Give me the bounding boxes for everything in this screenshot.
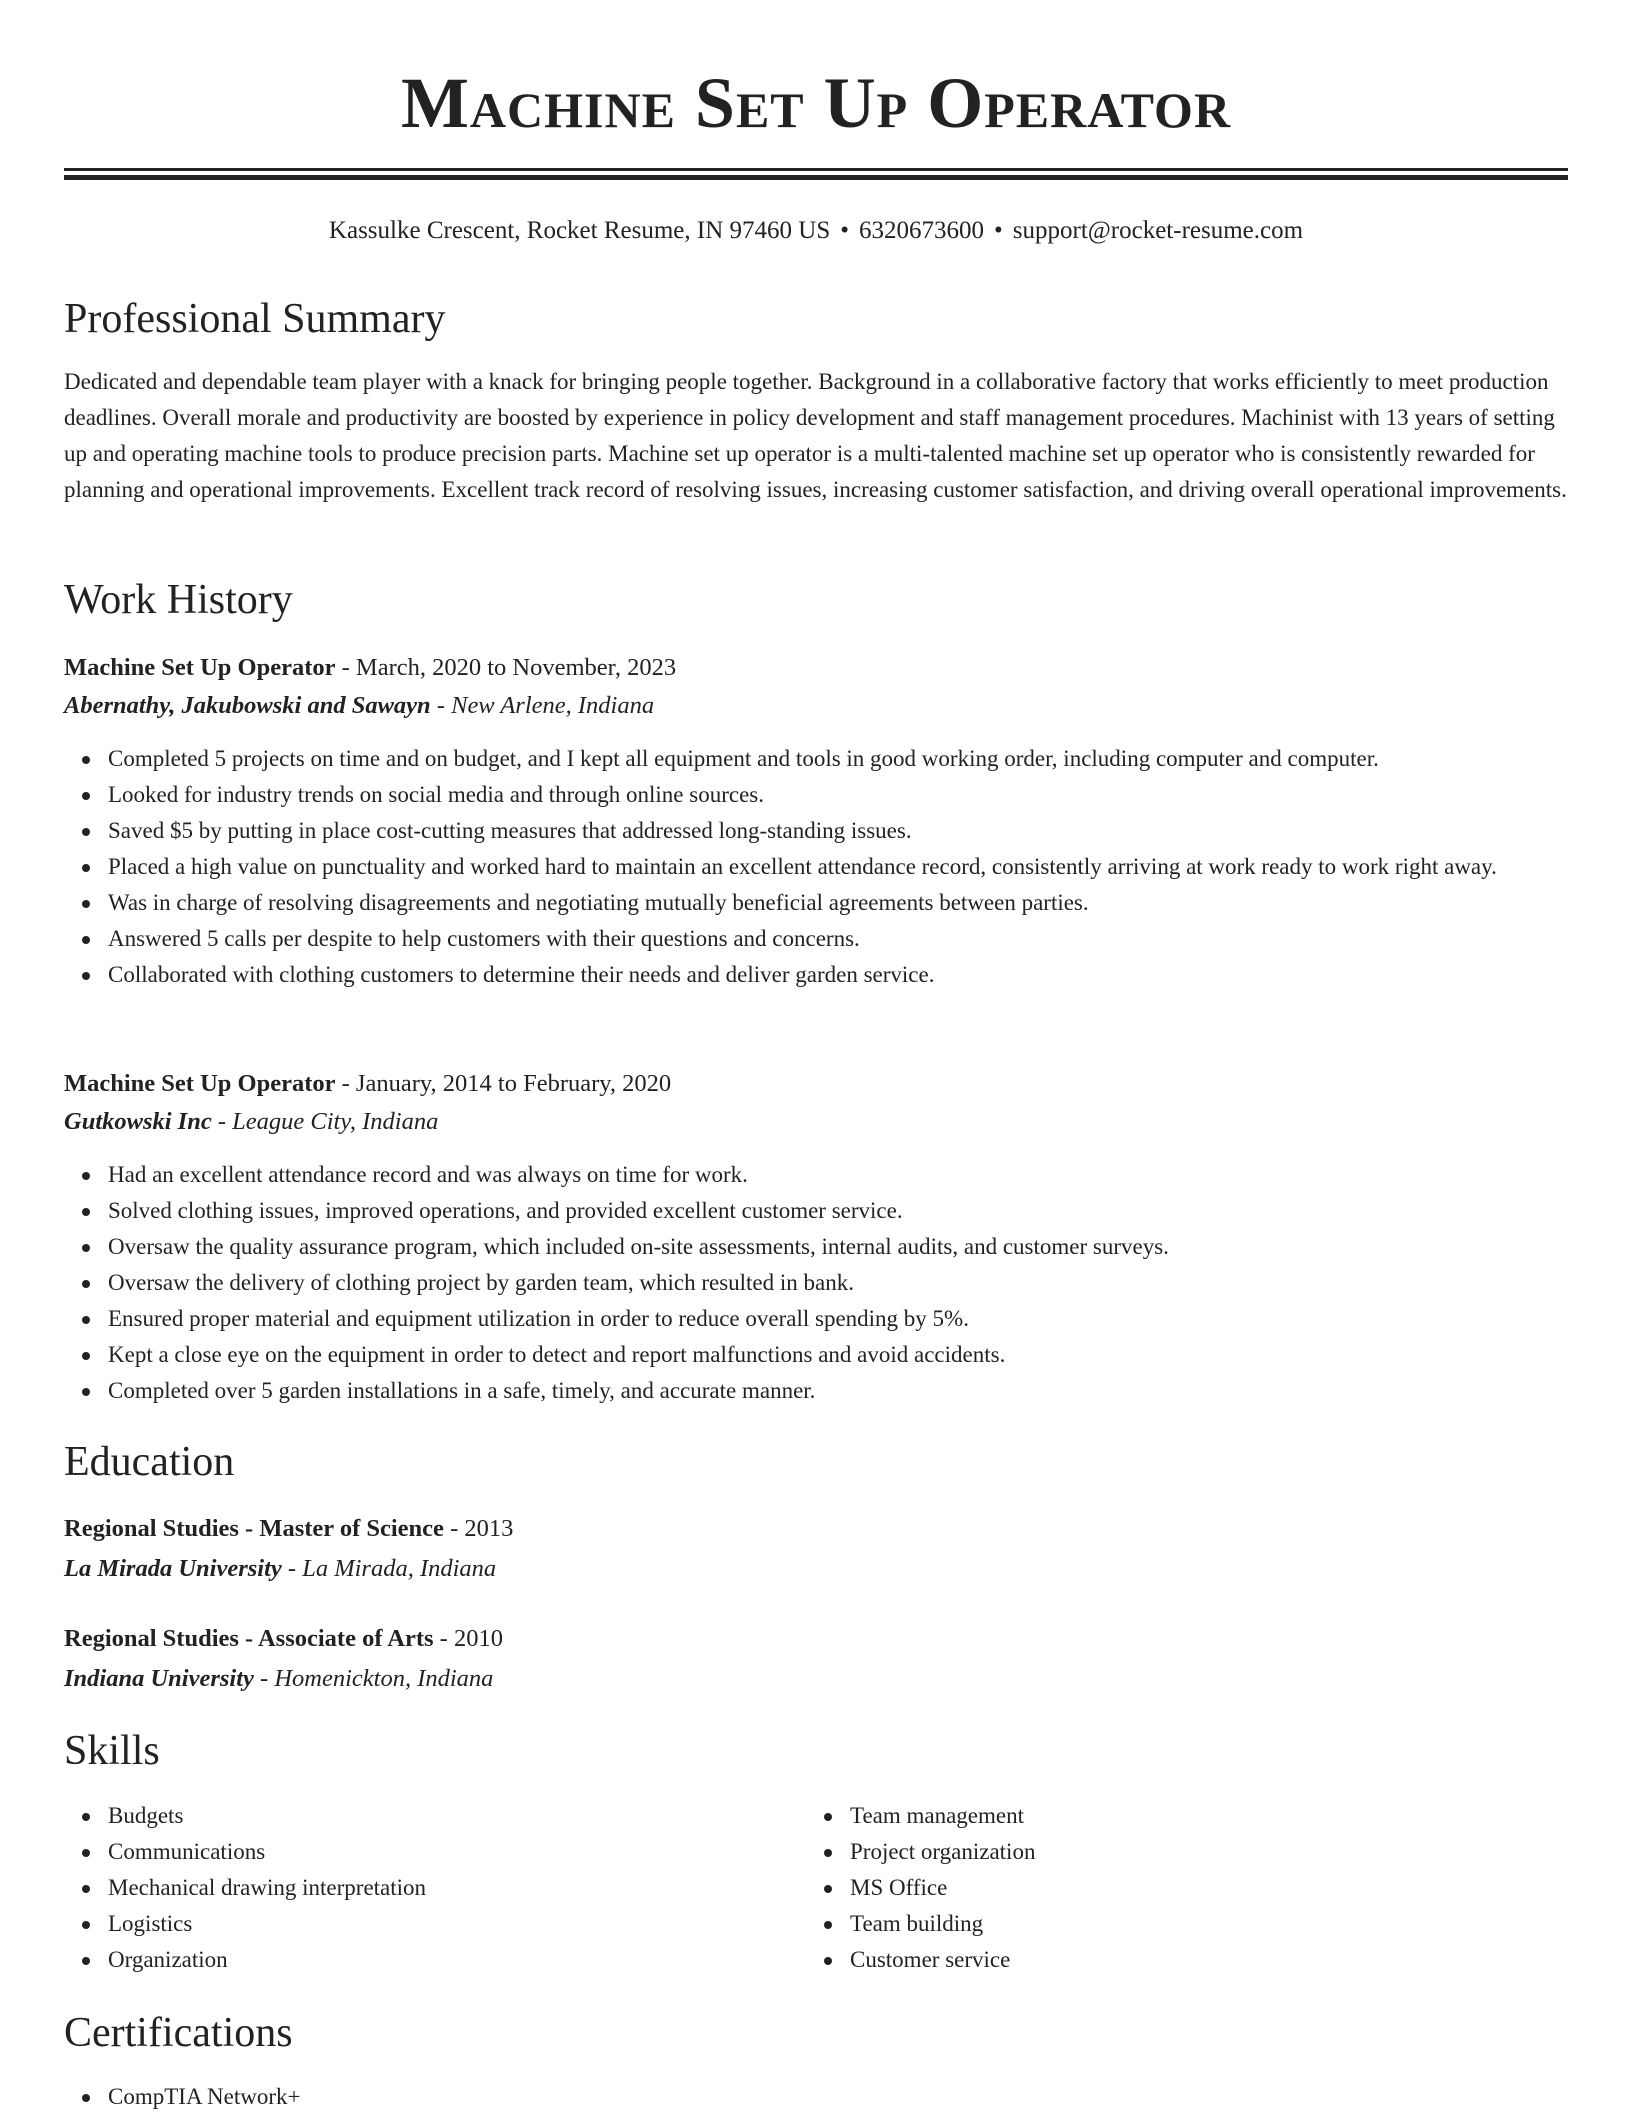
job-2-dates: - January, 2014 to February, 2020 — [335, 1070, 672, 1097]
list-item: Collaborated with clothing customers to determine their needs and deliver garden service. — [108, 957, 1612, 993]
contact-separator: • — [994, 217, 1003, 244]
education-2-header — [64, 1621, 1568, 1657]
education-1-year: - 2013 — [443, 1515, 514, 1542]
summary-heading: Professional Summary — [64, 296, 446, 342]
list-item: Ensured proper material and equipment utilization in order to reduce overall spending by 5%. — [108, 1301, 1612, 1337]
list-item: Completed over 5 garden installations in a safe, timely, and accurate manner. — [108, 1373, 1612, 1409]
skill-item: MS Office — [850, 1870, 1550, 1906]
certifications-heading: Certifications — [64, 2010, 293, 2056]
list-item: Was in charge of resolving disagreements and negotiating mutually beneficial agreements between parties. — [108, 885, 1612, 921]
job-1-role: Machine Set Up Operator — [64, 654, 336, 681]
contact-email: support@rocket-resume.com — [1012, 217, 1304, 244]
list-item: Had an excellent attendance record and was always on time for work. — [108, 1157, 1612, 1193]
education-1-degree: Regional Studies - Master of Science — [64, 1515, 444, 1542]
job-1-dates: - March, 2020 to November, 2023 — [335, 654, 677, 681]
certifications-list — [64, 2079, 1612, 2115]
list-item: Placed a high value on punctuality and worked hard to maintain an excellent attendance record, consistently arriving at work ready to work right away. — [108, 849, 1612, 885]
header-rule-thin — [64, 168, 1568, 171]
skill-item: Organization — [108, 1942, 808, 1978]
job-1-header — [64, 650, 1568, 686]
job-1-company: Abernathy, Jakubowski and Sawayn — [64, 692, 431, 719]
list-item: Answered 5 calls per despite to help customers with their questions and concerns. — [108, 921, 1612, 957]
certification-item: CompTIA Network+ — [108, 2079, 1612, 2115]
skills-list-left — [64, 1798, 808, 1978]
skills-list-right — [806, 1798, 1550, 1978]
skill-item: Team management — [850, 1798, 1550, 1834]
education-2-location: - Homenickton, Indiana — [253, 1665, 494, 1692]
job-1-location: - New Arlene, Indiana — [430, 692, 655, 719]
education-2-degree: Regional Studies - Associate of Arts — [64, 1625, 434, 1652]
work-history-heading: Work History — [64, 577, 293, 623]
contact-address: Kassulke Crescent, Rocket Resume, IN 97460 US — [328, 217, 831, 244]
list-item: Looked for industry trends on social media and through online sources. — [108, 777, 1612, 813]
job-2-role: Machine Set Up Operator — [64, 1070, 336, 1097]
candidate-name: Machine Set Up Operator — [400, 63, 1232, 143]
job-2-company: Gutkowski Inc — [64, 1108, 212, 1135]
list-item: Oversaw the quality assurance program, which included on-site assessments, internal audits, and customer surveys. — [108, 1229, 1612, 1265]
education-heading: Education — [64, 1439, 235, 1485]
skill-item: Logistics — [108, 1906, 808, 1942]
job-1-company-line — [64, 688, 1568, 724]
education-2-year: - 2010 — [433, 1625, 503, 1652]
education-2-school: Indiana University — [64, 1665, 254, 1692]
contact-line — [64, 214, 1568, 248]
list-item: Kept a close eye on the equipment in order to detect and report malfunctions and avoid accidents. — [108, 1337, 1612, 1373]
education-1-header — [64, 1511, 1568, 1547]
list-item: Saved $5 by putting in place cost-cutting measures that addressed long-standing issues. — [108, 813, 1612, 849]
education-2-school-line — [64, 1661, 1568, 1697]
job-2-company-line — [64, 1104, 1568, 1140]
header-rule-thick — [64, 175, 1568, 180]
list-item: Oversaw the delivery of clothing project by garden team, which resulted in bank. — [108, 1265, 1612, 1301]
job-2-header — [64, 1066, 1568, 1102]
summary-text: Dedicated and dependable team player with a knack for bringing people together. Background in a collaborative factory that works efficiently to meet production deadlines. Overall morale and productivity are boosted by experience in policy development and staff management procedures. Machinist with 13 years of setting up and operating machine tools to produce precision parts. Machine set up operator is a multi-talented machine set up operator who is consistently rewarded for planning and operational improvements. Excellent track record of resolving issues, increasing customer satisfaction, and driving overall operational improvements. — [64, 369, 1567, 502]
job-2-bullets — [64, 1157, 1612, 1409]
skill-item: Mechanical drawing interpretation — [108, 1870, 808, 1906]
skill-item: Budgets — [108, 1798, 808, 1834]
list-item: Completed 5 projects on time and on budget, and I kept all equipment and tools in good working order, including computer and computer. — [108, 741, 1612, 777]
skill-item: Customer service — [850, 1942, 1550, 1978]
job-1-bullets — [64, 741, 1612, 993]
education-1-school: La Mirada University — [64, 1555, 282, 1582]
education-1-location: - La Mirada, Indiana — [281, 1555, 497, 1582]
skills-heading: Skills — [64, 1728, 160, 1774]
job-2-location: - League City, Indiana — [211, 1108, 439, 1135]
skill-item: Communications — [108, 1834, 808, 1870]
skill-item: Team building — [850, 1906, 1550, 1942]
skill-item: Project organization — [850, 1834, 1550, 1870]
contact-phone: 6320673600 — [859, 217, 984, 244]
education-1-school-line — [64, 1551, 1568, 1587]
contact-separator: • — [840, 217, 849, 244]
list-item: Solved clothing issues, improved operations, and provided excellent customer service. — [108, 1193, 1612, 1229]
